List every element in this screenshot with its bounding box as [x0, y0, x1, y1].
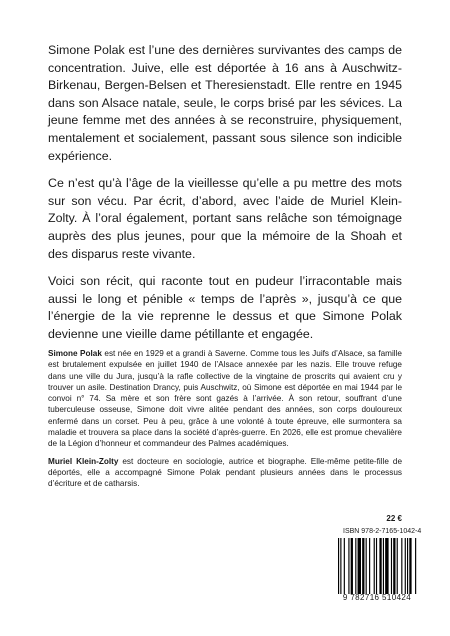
- author-bios: [48, 348, 402, 496]
- barcode-bar: [362, 538, 364, 594]
- back-cover-blurb: [48, 42, 402, 354]
- barcode-bar: [379, 538, 381, 594]
- barcode-bar: [397, 538, 398, 594]
- barcode-bars: [336, 538, 418, 594]
- author-bio-muriel-klein-zolty: [48, 456, 402, 490]
- barcode-bar: [401, 538, 402, 594]
- price-label: 22 €: [386, 514, 402, 523]
- barcode-bar: [415, 538, 416, 594]
- barcode-bar: [374, 538, 375, 594]
- barcode-bar: [385, 538, 388, 594]
- barcode-bar: [338, 538, 339, 594]
- barcode-bar: [355, 538, 356, 594]
- barcode-bar: [393, 538, 395, 594]
- barcode-bar: [340, 538, 341, 594]
- barcode-bar: [344, 538, 345, 594]
- barcode-bar: [348, 538, 349, 594]
- blurb-paragraph: Ce n’est qu’à l’âge de la vieillesse qu’elle a pu mettre des mots sur son vécu. Par écrit, d’abord, avec l’aide de Muriel Klein-Zolty. À l’oral également, portant sans relâche son témoignage auprès des plus jeunes, pour que la mémoire de la Shoah et des disparus reste vivante.: [48, 176, 402, 261]
- author-name: Simone Polak: [48, 349, 102, 358]
- blurb-paragraph: Simone Polak est l’une des dernières survivantes des camps de concentration. Juive, elle est déportée à 16 ans à Auschwitz-Birkenau, Bergen-Belsen et Theresienstadt. Elle rentre en 1945 dans son Alsace natale, seule, le corps brisé par les sévices. La jeune femme met des années à se reconstruire, physiquement, mentalement et socialement, passant sous silence son indicible expérience.: [48, 43, 402, 163]
- blurb-paragraph: Voici son récit, qui raconte tout en pudeur l’irracontable mais aussi le long et pénible « temps de l’après », jusqu’à ce que l’énergie de la vie reprenne le dessus et que Simone Polak devienne une vieille dame pétillante et engagée.: [48, 274, 402, 341]
- barcode-bar: [405, 538, 406, 594]
- barcode-image: [336, 538, 418, 594]
- author-name: Muriel Klein-Zolty: [48, 456, 119, 466]
- barcode-bar: [351, 538, 353, 594]
- barcode-bar: [391, 538, 392, 594]
- isbn-label: ISBN 978-2-7165-1042-4: [343, 528, 422, 535]
- barcode-bar: [366, 538, 367, 594]
- barcode-bar: [407, 538, 408, 594]
- barcode-bar: [358, 538, 361, 594]
- author-bio-simone-polak: [48, 348, 402, 450]
- barcode-bar: [369, 538, 370, 594]
- barcode-bar: [409, 538, 411, 594]
- barcode-digits: 9 782716 510424: [342, 593, 412, 602]
- author-bio-text: est docteure en sociologie, autrice et biographe. Elle-même petite-fille de déportés, elle a accompagné Simone Polak pendant plusieurs années dans le processus d’écriture et de catharsis.: [48, 456, 403, 489]
- barcode-bar: [376, 538, 377, 594]
- author-bio-text: est née en 1929 et a grandi à Saverne. Comme tous les Juifs d’Alsace, sa famille est brutalement expulsée en juillet 1940 de l’Alsace annexée par les nazis. Elle trouve refuge dans une ville du Jura, jusqu’à la rafle collective de la vingtaine de proscrits qui avaient cru y trouver un asile. Destination Drancy, puis Auschwitz, où Simone est déportée en mai 1944 par le convoi n° 74. Sa mère et son frère sont gazés à l’arrivée. À son retour, souffrant d’une tuberculeuse osseuse, Simone doit vivre alitée pendant des années, son corps douloureux enfermé dans un corset. Peu à peu, grâce à une volonté à toute épreuve, elle surmontera sa maladie et trouvera sa place dans la société d’après-guerre. En 2026, elle est promue chevalière de la Légion d’honneur et commandeur des Palmes académiques.: [48, 349, 402, 449]
- barcode-bar: [383, 538, 384, 594]
